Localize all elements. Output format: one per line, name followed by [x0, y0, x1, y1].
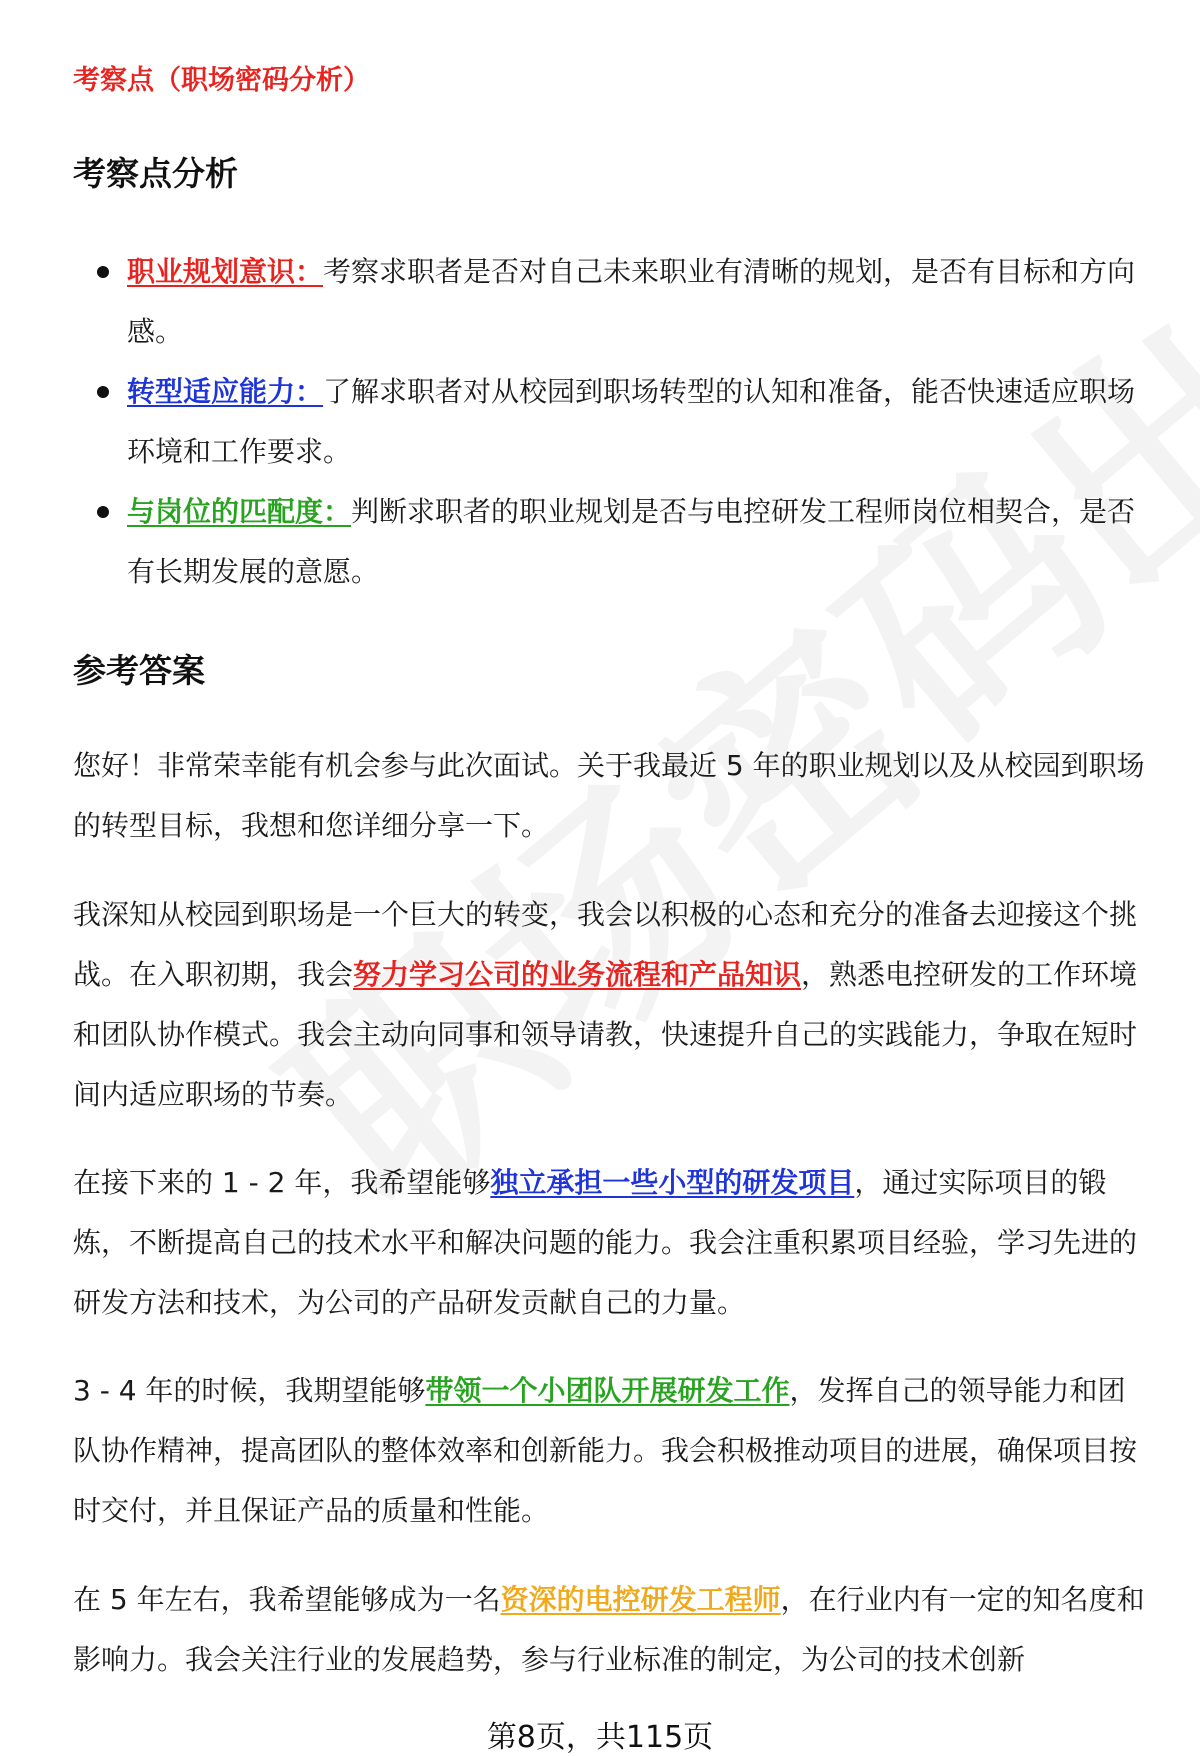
answer-paragraph-year1-2	[73, 1153, 1153, 1333]
highlight-text: 资深的电控研发工程师	[500, 1583, 781, 1616]
bullet-text: 了解求职者对从校园到职场转型的认知和准备，能否快速适应职场环境和工作要求。	[127, 375, 1136, 468]
highlight-text: 努力学习公司的业务流程和产品知识	[353, 958, 802, 991]
highlight-text: 独立承担一些小型的研发项目	[490, 1166, 855, 1199]
bullet-job-fit	[73, 482, 1153, 602]
paragraph-text: 在接下来的 1 - 2 年，我希望能够	[73, 1166, 491, 1199]
paragraph-text: 3 - 4 年的时候，我期望能够	[73, 1374, 426, 1407]
page-number: 第8页，共115页	[486, 1720, 714, 1755]
bullet-career-planning	[73, 242, 1153, 362]
section-heading-answer: 参考答案	[73, 651, 205, 690]
paragraph-text: ，熟悉电控研发的工作环境和团队协作模式。我会主动向同事和领导请教，快速提升自己的实践能力，争取在短时间内适应职场的节奏。	[73, 958, 1138, 1111]
answer-paragraph-year5	[73, 1570, 1153, 1690]
header-title: 考察点（职场密码分析）	[73, 65, 370, 96]
bullet-dot-icon	[97, 506, 109, 518]
paragraph-text: 我深知从校园到职场是一个巨大的转变，我会以积极的心态和充分的准备去迎接这个挑战。在入职初期，我会	[73, 898, 1138, 991]
answer-paragraph-initial	[73, 885, 1153, 1125]
answer-paragraph-year3-4	[73, 1361, 1153, 1541]
analysis-bullet-list	[73, 242, 1153, 602]
paragraph-text: 在 5 年左右，我希望能够成为一名	[73, 1583, 501, 1616]
bullet-term: 职业规划意识：	[127, 255, 324, 288]
bullet-dot-icon	[97, 386, 109, 398]
paragraph-text: ，在行业内有一定的知名度和影响力。我会关注行业的发展趋势，参与行业标准的制定，为公司的技术创新	[73, 1583, 1145, 1676]
bullet-text: 判断求职者的职业规划是否与电控研发工程师岗位相契合，是否有长期发展的意愿。	[127, 495, 1136, 588]
highlight-text: 带领一个小团队开展研发工作	[425, 1374, 790, 1407]
bullet-dot-icon	[97, 266, 109, 278]
paragraph-text: ，通过实际项目的锻炼，不断提高自己的技术水平和解决问题的能力。我会注重积累项目经验，学习先进的研发方法和技术，为公司的产品研发贡献自己的力量。	[73, 1166, 1138, 1319]
paragraph-text: ，发挥自己的领导能力和团队协作精神，提高团队的整体效率和创新能力。我会积极推动项目的进展，确保项目按时交付，并且保证产品的质量和性能。	[73, 1374, 1138, 1527]
bullet-text: 考察求职者是否对自己未来职业有清晰的规划，是否有目标和方向感。	[127, 255, 1136, 348]
section-heading-analysis: 考察点分析	[73, 154, 238, 193]
bullet-transition-ability	[73, 362, 1153, 482]
bullet-term: 与岗位的匹配度：	[127, 495, 352, 528]
answer-paragraph-intro: 您好！非常荣幸能有机会参与此次面试。关于我最近 5 年的职业规划以及从校园到职场的转型目标，我想和您详细分享一下。	[73, 749, 1145, 842]
bullet-term: 转型适应能力：	[127, 375, 324, 408]
